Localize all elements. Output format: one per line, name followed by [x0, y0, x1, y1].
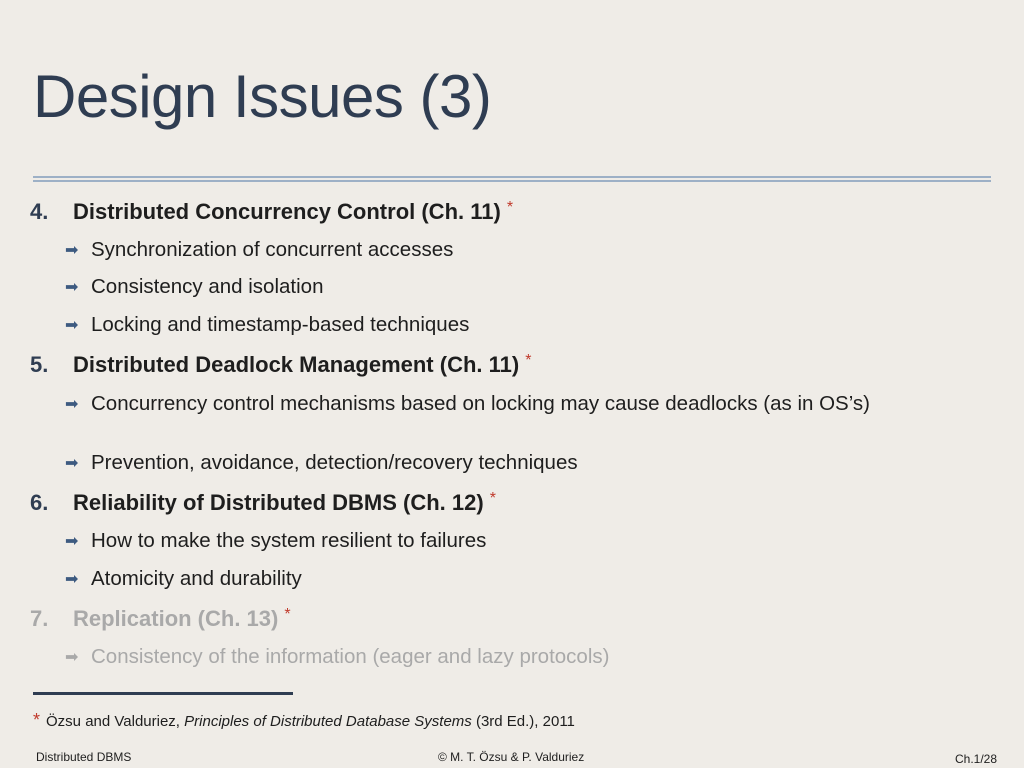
- list-item-4: [30, 197, 513, 227]
- footer-center: © M. T. Özsu & P. Valduriez: [438, 750, 585, 764]
- item-heading: Distributed Concurrency Control (Ch. 11): [73, 199, 501, 224]
- bullet-text: Synchronization of concurrent accesses: [91, 238, 454, 261]
- item-heading: Reliability of Distributed DBMS (Ch. 12): [73, 490, 484, 515]
- bullet-text: Consistency of the information (eager and lazy protocols): [91, 645, 610, 668]
- arrow-bullet-icon: ➡: [65, 649, 79, 666]
- list-item-6: [30, 488, 496, 518]
- item-number: 7.: [30, 606, 49, 631]
- arrow-bullet-icon: ➡: [65, 571, 79, 588]
- title-rule-top: [33, 176, 991, 178]
- bullet-text: How to make the system resilient to failures: [91, 529, 487, 552]
- item-number: 5.: [30, 352, 49, 377]
- item-number: 6.: [30, 490, 49, 515]
- arrow-bullet-icon: ➡: [65, 533, 79, 550]
- title-rule-bottom: [33, 180, 991, 182]
- footer-page-number: Ch.1/28: [955, 752, 998, 766]
- footnote-book-title: Principles of Distributed Database Systems: [184, 713, 472, 730]
- arrow-bullet-icon: ➡: [65, 396, 79, 413]
- sub-bullet: [65, 276, 323, 299]
- item-heading: Replication (Ch. 13): [73, 606, 279, 631]
- bullet-text: Locking and timestamp-based techniques: [91, 313, 470, 336]
- footnote-star: *: [284, 606, 291, 623]
- bullet-text: Atomicity and durability: [91, 567, 302, 590]
- footer-left: Distributed DBMS: [36, 750, 132, 764]
- sub-bullet: [65, 393, 961, 416]
- sub-bullet: [65, 646, 609, 669]
- arrow-bullet-icon: ➡: [65, 455, 79, 472]
- slide-title: Design Issues (3): [33, 63, 492, 130]
- arrow-bullet-icon: ➡: [65, 317, 79, 334]
- sub-bullet: [65, 452, 578, 475]
- footnote-star: *: [489, 490, 496, 507]
- footnote-authors: Özsu and Valduriez,: [46, 713, 185, 730]
- sub-bullet: [65, 314, 469, 337]
- sub-bullet: [65, 239, 453, 262]
- sub-bullet: [65, 530, 486, 553]
- footnote-star: *: [525, 352, 532, 369]
- footnote-star: *: [506, 199, 514, 216]
- arrow-bullet-icon: ➡: [65, 279, 79, 296]
- footnote-rule: [33, 692, 293, 695]
- arrow-bullet-icon: ➡: [65, 242, 79, 259]
- list-item-5: [30, 350, 531, 380]
- footnote: [33, 710, 575, 731]
- bullet-text: Prevention, avoidance, detection/recovery techniques: [91, 451, 578, 474]
- bullet-text: Consistency and isolation: [91, 275, 324, 298]
- footnote-edition: (3rd Ed.), 2011: [471, 713, 575, 730]
- item-number: 4.: [30, 199, 49, 224]
- item-heading: Distributed Deadlock Management (Ch. 11): [73, 352, 520, 377]
- bullet-text: Concurrency control mechanisms based on locking may cause deadlocks (as in OS’s): [91, 392, 870, 415]
- footnote-star: *: [33, 710, 41, 730]
- sub-bullet: [65, 568, 302, 591]
- list-item-7: [30, 604, 291, 634]
